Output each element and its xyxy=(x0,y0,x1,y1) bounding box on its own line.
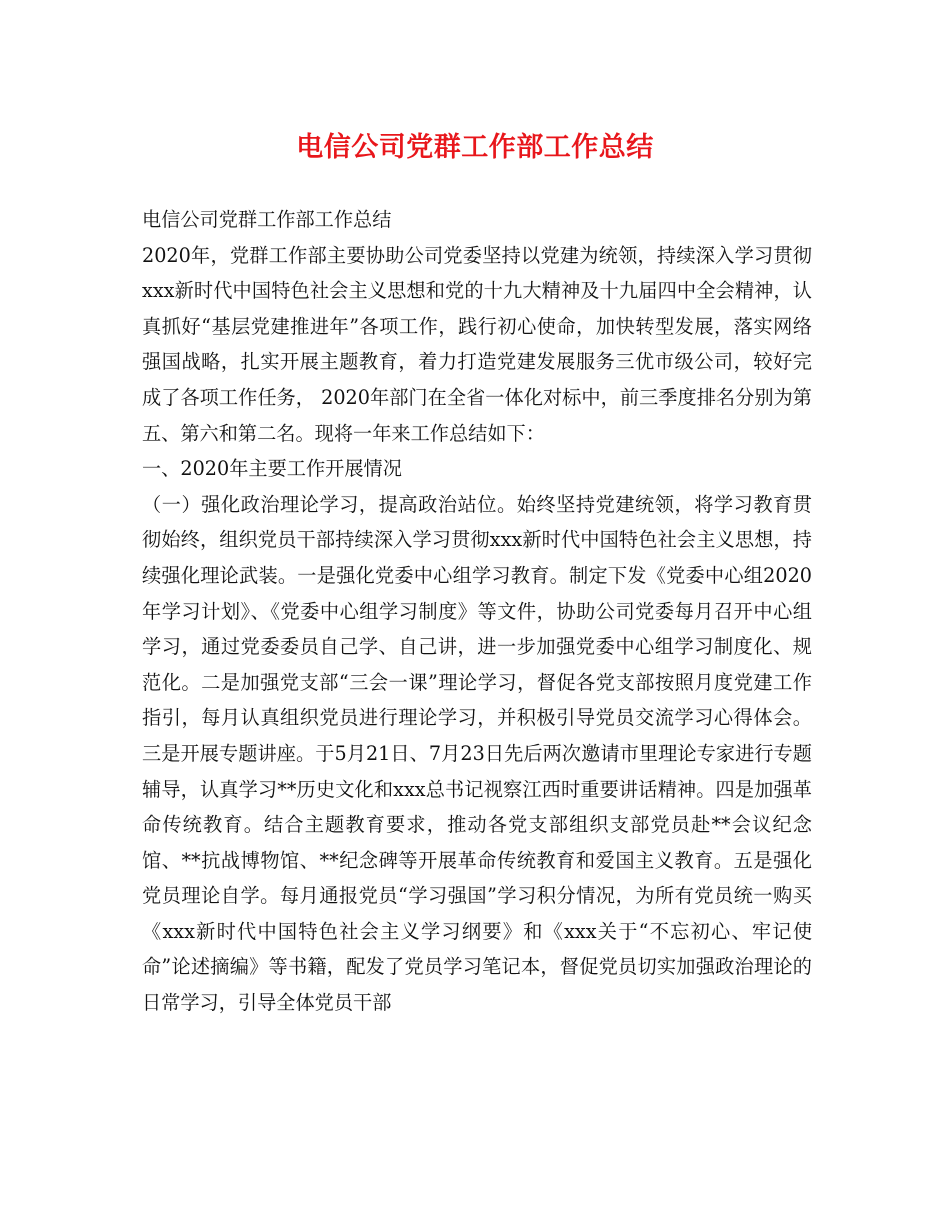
body-paragraph: （一）强化政治理论学习，提高政治站位。始终坚持党建统领，将学习教育贯彻始终，组织党员干部持续深入学习贯彻xxx新时代中国特色社会主义思想，持续强化理论武装。一是强化党委中心组学习教育。制定下发《党委中心组2020年学习计划》、《党委中心组学习制度》等文件，协助公司党委每月召开中心组学习，通过党委委员自己学、自己讲，进一步加强党委中心组学习制度化、规范化。二是加强党支部“三会一课”理论学习，督促各党支部按照月度党建工作指引，每月认真组织党员进行理论学习，并积极引导党员交流学习心得体会。三是开展专题讲座。于5月21日、7月23日先后两次邀请市里理论专家进行专题辅导，认真学习**历史文化和xxx总书记视察江西时重要讲话精神。四是加强革命传统教育。结合主题教育要求，推动各党支部组织支部党员赴**会议纪念馆、**抗战博物馆、**纪念碑等开展革命传统教育和爱国主义教育。五是强化党员理论自学。每月通报党员“学习强国”学习积分情况，为所有党员统一购买《xxx新时代中国特色社会主义学习纲要》和《xxx关于“不忘初心、牢记使命”论述摘编》等书籍，配发了党员学习笔记本，督促党员切实加强政治理论的日常学习，引导全体党员干部 xyxy=(142,492,812,1015)
subtitle-paragraph: 电信公司党群工作部工作总结 xyxy=(142,208,392,231)
section-heading: 一、2020年主要工作开展情况 xyxy=(142,457,402,481)
document-title: 电信公司党群工作部工作总结 xyxy=(296,132,654,163)
intro-paragraph: 2020年，党群工作部主要协助公司党委坚持以党建为统领，持续深入学习贯彻xxx新时代中国特色社会主义思想和党的十九大精神及十九届四中全会精神，认真抓好“基层党建推进年”各项工作，践行初心使命，加快转型发展，落实网络强国战略，扎实开展主题教育，着力打造党建发展服务三优市级公司，较好完成了各项工作任务， 2020年部门在全省一体化对标中，前三季度排名分别为第五、第六和第二名。现将一年来工作总结如下： xyxy=(142,243,812,445)
document-body xyxy=(142,202,812,1021)
